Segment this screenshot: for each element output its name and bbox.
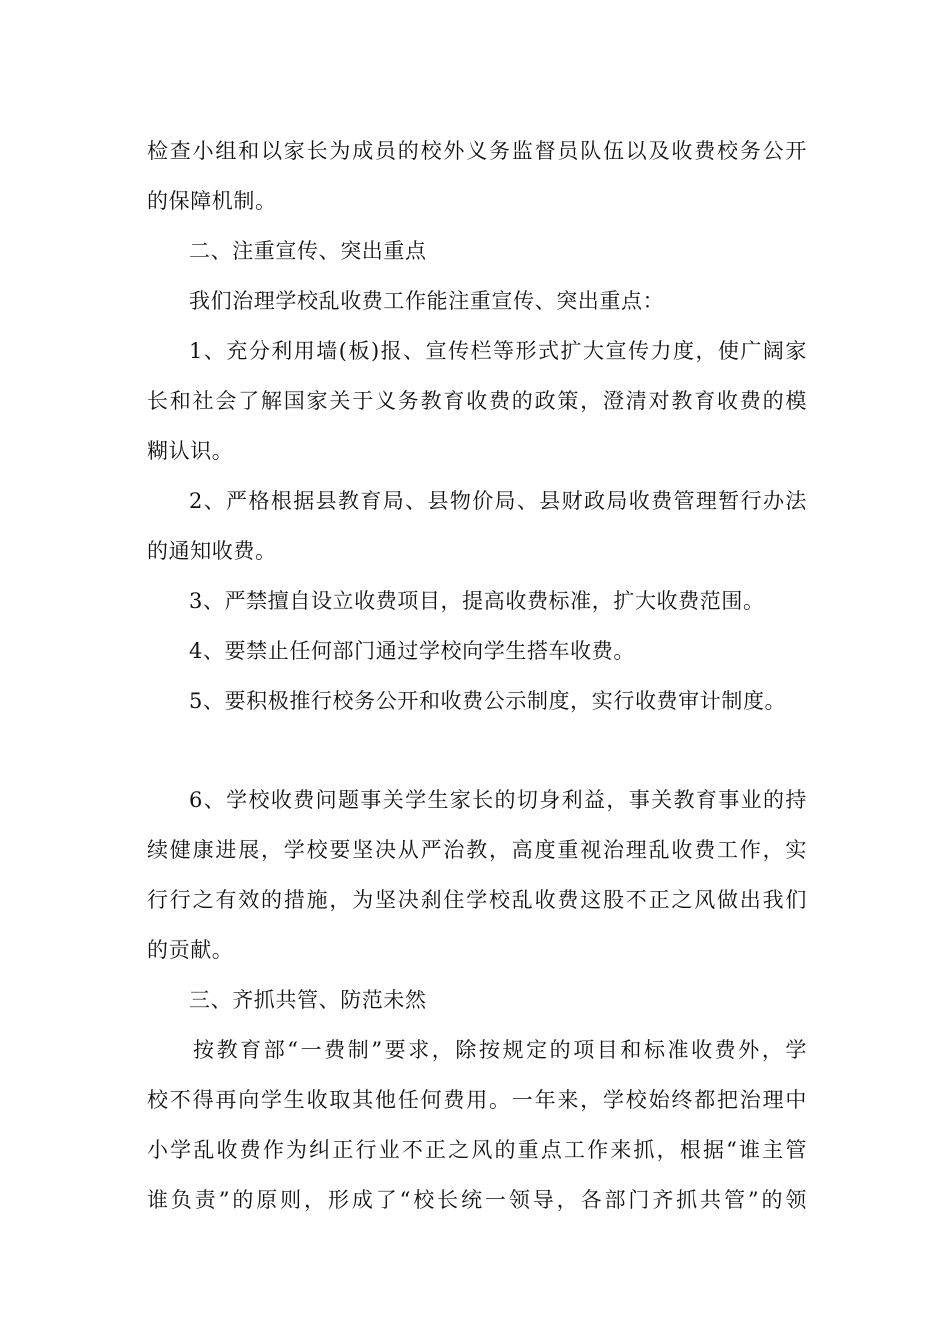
- text-line: 长和社会了解国家关于义务教育收费的政策，澄清对教育收费的模: [147, 389, 807, 413]
- text-line: 的贡献。: [147, 938, 234, 962]
- text-line: 4、要禁止任何部门通过学校向学生搭车收费。: [189, 639, 635, 663]
- text-line: 续健康进展，学校要坚决从严治教，高度重视治理乱收费工作，实: [147, 838, 807, 862]
- paragraph-line: [189, 336, 807, 366]
- text-line: 谁负责”的原则，形成了“校长统一领导，各部门齐抓共管”的领: [147, 1188, 807, 1212]
- paragraph-line: [189, 486, 807, 516]
- text-line: 3、严禁擅自设立收费项目，提高收费标准，扩大收费范围。: [189, 589, 765, 613]
- text-line: 校不得再向学生收取其他任何费用。一年来，学校始终都把治理中: [147, 1088, 807, 1112]
- text-line: 小学乱收费作为纠正行业不正之风的重点工作来抓，根据“谁主管: [147, 1138, 807, 1162]
- paragraph-line: [147, 1135, 807, 1165]
- section-heading: 二、注重宣传、突出重点: [189, 239, 427, 263]
- text-line: 的保障机制。: [147, 189, 277, 213]
- paragraph-line: [189, 785, 807, 815]
- paragraph-line: [147, 136, 807, 166]
- paragraph-line: [147, 835, 807, 865]
- paragraph-line: [147, 885, 807, 915]
- paragraph-line: [147, 1185, 807, 1215]
- text-line: 的通知收费。: [147, 539, 277, 563]
- paragraph-line: [193, 1035, 807, 1065]
- text-line: 6、学校收费问题事关学生家长的切身利益，事关教育事业的持: [189, 788, 807, 812]
- text-line: 我们治理学校乱收费工作能注重宣传、突出重点：: [189, 289, 665, 313]
- text-line: 5、要积极推行校务公开和收费公示制度，实行收费审计制度。: [189, 689, 787, 713]
- text-line: 检查小组和以家长为成员的校外义务监督员队伍以及收费校务公开: [147, 139, 807, 163]
- paragraph-line: [147, 386, 807, 416]
- text-line: 1、充分利用墙(板)报、宣传栏等形式扩大宣传力度，使广阔家: [189, 339, 807, 363]
- text-line: 2、严格根据县教育局、县物价局、县财政局收费管理暂行办法: [189, 489, 807, 513]
- section-heading: 三、齐抓共管、防范未然: [189, 988, 427, 1012]
- paragraph-line: [147, 1085, 807, 1115]
- text-line: 行行之有效的措施，为坚决刹住学校乱收费这股不正之风做出我们: [147, 888, 807, 912]
- text-line: 按教育部“一费制”要求，除按规定的项目和标准收费外，学: [193, 1038, 807, 1062]
- text-line: 糊认识。: [147, 439, 234, 463]
